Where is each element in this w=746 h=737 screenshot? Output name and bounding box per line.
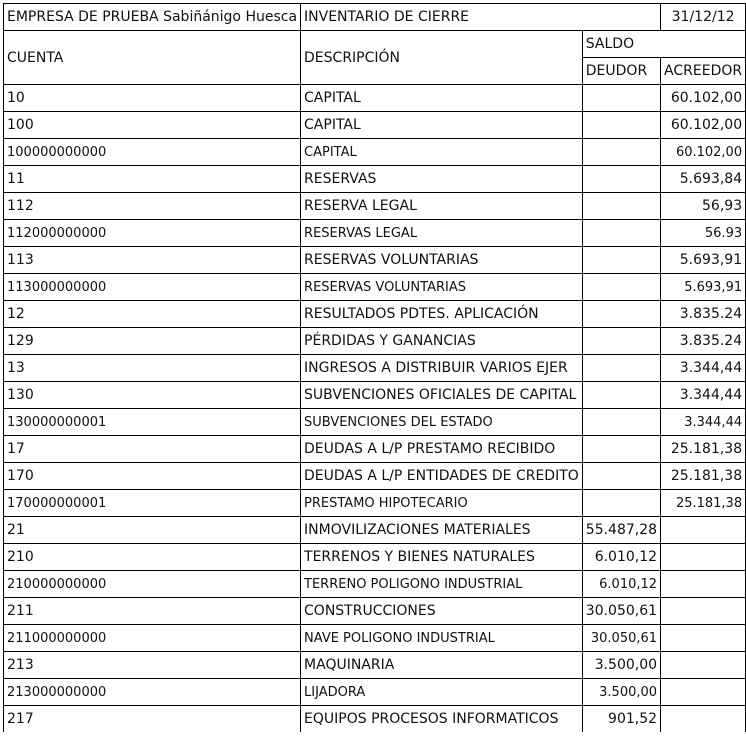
cell-acreedor: [661, 652, 746, 679]
cell-deudor: 3.500,00: [582, 652, 660, 679]
cell-cuenta: 12: [4, 301, 301, 328]
cell-acreedor: [661, 598, 746, 625]
cell-acreedor: [661, 517, 746, 544]
cell-descripcion: RESERVAS VOLUNTARIAS: [301, 247, 583, 274]
table-row: [4, 220, 746, 247]
cell-acreedor: [661, 706, 746, 733]
cell-descripcion: MAQUINARIA: [301, 652, 583, 679]
table-row: [4, 382, 746, 409]
table-row: [4, 85, 746, 112]
column-header-deudor: DEUDOR: [582, 58, 660, 85]
cell-deudor: [582, 166, 660, 193]
table-row: [4, 274, 746, 301]
column-header-row: [4, 31, 746, 58]
cell-cuenta: 13: [4, 355, 301, 382]
cell-descripcion: TERRENO POLIGONO INDUSTRIAL: [301, 571, 583, 598]
cell-acreedor: 60.102,00: [661, 112, 746, 139]
cell-cuenta: 21: [4, 517, 301, 544]
table-row: [4, 112, 746, 139]
cell-acreedor: 3.835.24: [661, 301, 746, 328]
table-row: [4, 625, 746, 652]
cell-deudor: [582, 355, 660, 382]
cell-deudor: 6.010,12: [582, 571, 660, 598]
cell-cuenta: 129: [4, 328, 301, 355]
cell-descripcion: RESERVA LEGAL: [301, 193, 583, 220]
cell-cuenta: 112000000000: [4, 220, 301, 247]
cell-descripcion: PÉRDIDAS Y GANANCIAS: [301, 328, 583, 355]
cell-acreedor: 56.93: [661, 220, 746, 247]
cell-deudor: [582, 85, 660, 112]
cell-descripcion: DEUDAS A L/P PRESTAMO RECIBIDO: [301, 436, 583, 463]
table-row: [4, 436, 746, 463]
report-title: INVENTARIO DE CIERRE: [301, 4, 661, 31]
column-header-cuenta: CUENTA: [4, 31, 301, 85]
cell-acreedor: 5.693,84: [661, 166, 746, 193]
table-row: [4, 652, 746, 679]
cell-cuenta: 10: [4, 85, 301, 112]
cell-descripcion: TERRENOS Y BIENES NATURALES: [301, 544, 583, 571]
cell-acreedor: 5.693,91: [661, 247, 746, 274]
cell-descripcion: CAPITAL: [301, 112, 583, 139]
cell-deudor: [582, 193, 660, 220]
cell-acreedor: 25.181,38: [661, 490, 746, 517]
table-row: [4, 328, 746, 355]
table-row: [4, 166, 746, 193]
cell-acreedor: 5.693,91: [661, 274, 746, 301]
cell-descripcion: CAPITAL: [301, 139, 583, 166]
column-header-descripcion: DESCRIPCIÓN: [301, 31, 583, 85]
cell-descripcion: DEUDAS A L/P ENTIDADES DE CREDITO: [301, 463, 583, 490]
cell-deudor: [582, 463, 660, 490]
cell-cuenta: 210000000000: [4, 571, 301, 598]
cell-descripcion: RESERVAS LEGAL: [301, 220, 583, 247]
cell-cuenta: 213000000000: [4, 679, 301, 706]
cell-cuenta: 130: [4, 382, 301, 409]
cell-deudor: [582, 139, 660, 166]
cell-cuenta: 211000000000: [4, 625, 301, 652]
cell-cuenta: 17: [4, 436, 301, 463]
table-row: [4, 679, 746, 706]
cell-descripcion: SUBVENCIONES DEL ESTADO: [301, 409, 583, 436]
cell-descripcion: RESULTADOS PDTES. APLICACIÓN: [301, 301, 583, 328]
cell-deudor: [582, 247, 660, 274]
cell-acreedor: [661, 544, 746, 571]
cell-deudor: [582, 328, 660, 355]
cell-cuenta: 170: [4, 463, 301, 490]
cell-acreedor: [661, 625, 746, 652]
cell-deudor: [582, 112, 660, 139]
cell-deudor: 3.500,00: [582, 679, 660, 706]
cell-deudor: [582, 382, 660, 409]
column-header-acreedor: ACREEDOR: [661, 58, 746, 85]
table-row: [4, 490, 746, 517]
cell-descripcion: PRESTAMO HIPOTECARIO: [301, 490, 583, 517]
report-header-row: [4, 4, 746, 31]
cell-acreedor: 25.181,38: [661, 463, 746, 490]
cell-acreedor: 60.102,00: [661, 85, 746, 112]
cell-cuenta: 113000000000: [4, 274, 301, 301]
cell-acreedor: 60.102,00: [661, 139, 746, 166]
cell-cuenta: 100: [4, 112, 301, 139]
cell-acreedor: [661, 571, 746, 598]
inventory-table: [3, 3, 746, 732]
table-row: [4, 571, 746, 598]
cell-deudor: [582, 274, 660, 301]
cell-descripcion: EQUIPOS PROCESOS INFORMATICOS: [301, 706, 583, 733]
cell-descripcion: CONSTRUCCIONES: [301, 598, 583, 625]
table-row: [4, 706, 746, 733]
cell-cuenta: 113: [4, 247, 301, 274]
table-row: [4, 598, 746, 625]
cell-acreedor: 56,93: [661, 193, 746, 220]
table-row: [4, 301, 746, 328]
cell-cuenta: 170000000001: [4, 490, 301, 517]
table-row: [4, 139, 746, 166]
cell-cuenta: 112: [4, 193, 301, 220]
table-row: [4, 355, 746, 382]
cell-cuenta: 130000000001: [4, 409, 301, 436]
cell-deudor: [582, 301, 660, 328]
cell-cuenta: 11: [4, 166, 301, 193]
table-row: [4, 517, 746, 544]
cell-cuenta: 100000000000: [4, 139, 301, 166]
cell-descripcion: LIJADORA: [301, 679, 583, 706]
cell-acreedor: 3.344,44: [661, 382, 746, 409]
cell-deudor: 55.487,28: [582, 517, 660, 544]
cell-deudor: [582, 436, 660, 463]
table-row: [4, 463, 746, 490]
cell-descripcion: NAVE POLIGONO INDUSTRIAL: [301, 625, 583, 652]
report-date: 31/12/12: [661, 4, 746, 31]
cell-deudor: [582, 220, 660, 247]
cell-descripcion: INGRESOS A DISTRIBUIR VARIOS EJER: [301, 355, 583, 382]
cell-acreedor: [661, 679, 746, 706]
cell-cuenta: 213: [4, 652, 301, 679]
cell-acreedor: 3.835.24: [661, 328, 746, 355]
table-row: [4, 544, 746, 571]
cell-deudor: 901,52: [582, 706, 660, 733]
cell-deudor: 30.050,61: [582, 598, 660, 625]
cell-acreedor: 3.344,44: [661, 409, 746, 436]
cell-descripcion: SUBVENCIONES OFICIALES DE CAPITAL: [301, 382, 583, 409]
cell-deudor: 30.050,61: [582, 625, 660, 652]
cell-acreedor: 25.181,38: [661, 436, 746, 463]
table-row: [4, 247, 746, 274]
table-row: [4, 409, 746, 436]
cell-deudor: 6.010,12: [582, 544, 660, 571]
cell-descripcion: CAPITAL: [301, 85, 583, 112]
cell-deudor: [582, 409, 660, 436]
cell-cuenta: 210: [4, 544, 301, 571]
column-header-saldo: SALDO: [582, 31, 745, 58]
cell-descripcion: RESERVAS VOLUNTARIAS: [301, 274, 583, 301]
table-row: [4, 193, 746, 220]
cell-descripcion: INMOVILIZACIONES MATERIALES: [301, 517, 583, 544]
cell-cuenta: 211: [4, 598, 301, 625]
company-name: EMPRESA DE PRUEBA Sabiñánigo Huesca: [4, 4, 301, 31]
cell-descripcion: RESERVAS: [301, 166, 583, 193]
cell-deudor: [582, 490, 660, 517]
cell-cuenta: 217: [4, 706, 301, 733]
cell-acreedor: 3.344,44: [661, 355, 746, 382]
